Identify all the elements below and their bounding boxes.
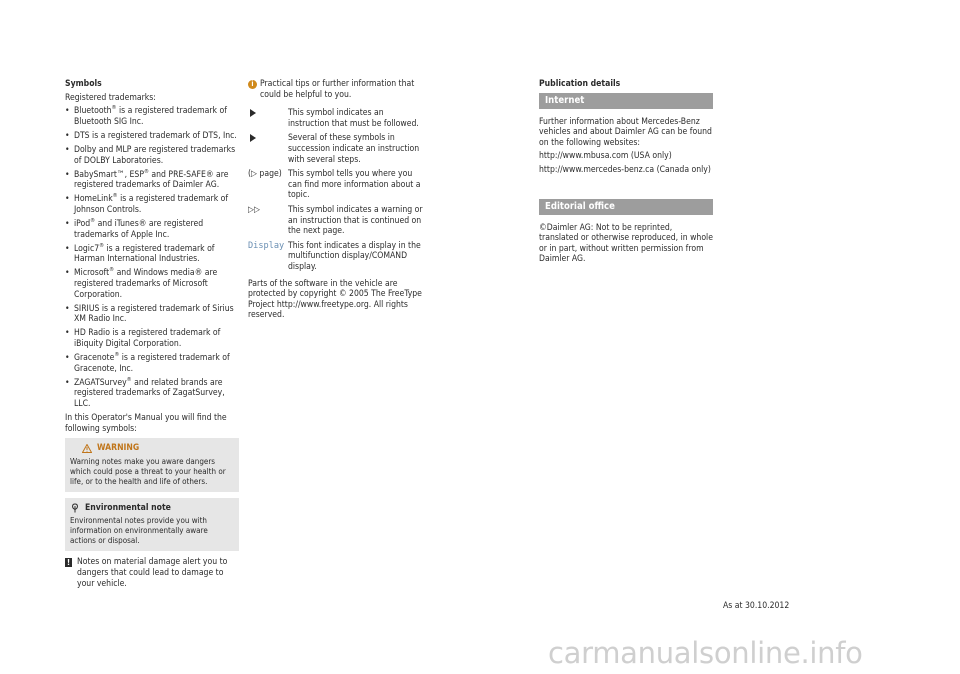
date-stamp: As at 30.10.2012	[723, 601, 790, 611]
warning-title: WARNING	[97, 443, 140, 454]
symbol-row	[248, 169, 424, 201]
trademark-item: • DTS is a registered trademark of DTS, Inc.	[65, 131, 239, 142]
tip-text: Practical tips or further information that could be helpful to you.	[260, 79, 415, 100]
trademark-item: • Microsoft® and Windows media® are registered trademarks of Microsoft Corporation.	[65, 268, 239, 300]
environmental-note-text: Environmental notes provide you with information on environmentally aware actions or disposal.	[70, 516, 208, 546]
trademark-item: • Dolby and MLP are registered trademarks of DOLBY Laboratories.	[65, 145, 239, 166]
warning-triangle-icon	[82, 444, 92, 453]
symbol-row	[248, 108, 424, 129]
internet-band: Internet	[539, 93, 713, 109]
damage-notice	[65, 557, 239, 589]
trademark-item: • BabySmart™, ESP® and PRE-SAFE® are registered trademarks of Daimler AG.	[65, 170, 239, 191]
leaf-icon	[70, 503, 80, 513]
exclamation-icon: !	[66, 558, 71, 568]
url-usa: http://www.mbusa.com (USA only)	[539, 151, 672, 162]
warning-box	[65, 438, 239, 492]
symbols-heading: Symbols	[65, 79, 102, 89]
internet-text: Further information about Mercedes-Benz vehicles and about Daimler AG can be found on the following websites:	[539, 116, 712, 148]
trademark-item: • ZAGATSurvey® and related brands are registered trademarks of ZagatSurvey, LLC.	[65, 378, 239, 410]
symbol-description: This font indicates a display in the multifunction display/COMAND display.	[288, 240, 421, 272]
symbols-intro: In this Operator's Manual you will find the following symbols:	[65, 413, 227, 434]
left-column	[65, 79, 239, 589]
trademark-list	[65, 106, 239, 409]
watermark: carmanualsonline.info	[548, 636, 863, 670]
display-font-symbol: Display	[248, 240, 285, 251]
middle-column	[248, 79, 424, 324]
environmental-note-title: Environmental note	[85, 502, 171, 513]
page-reference-symbol: (▷ page)	[248, 169, 282, 180]
editorial-text: ©Daimler AG: Not to be reprinted, translated or otherwise reproduced, in whole or in part, without written permission from Daimler AG.	[539, 222, 713, 265]
right-column	[539, 79, 713, 268]
trademark-item: • Gracenote® is a registered trademark of Gracenote, Inc.	[65, 353, 239, 374]
copyright-text: Parts of the software in the vehicle are protected by copyright © 2005 The FreeType Project http://www.freetype.org. All rights reserved.	[248, 278, 422, 321]
registered-intro: Registered trademarks:	[65, 92, 156, 103]
info-icon: i	[248, 80, 257, 89]
editorial-band: Editorial office	[539, 199, 713, 215]
tip-note	[248, 79, 424, 100]
trademark-item: • HD Radio is a registered trademark of iBiquity Digital Corporation.	[65, 328, 239, 349]
symbol-row	[248, 133, 424, 165]
symbol-row	[248, 241, 424, 273]
continued-symbol: ▷▷	[248, 204, 260, 215]
symbol-row	[248, 205, 424, 237]
instruction-arrow-icon	[250, 109, 256, 117]
publication-heading: Publication details	[539, 79, 621, 89]
instruction-arrow-icon	[250, 134, 256, 142]
damage-text: Notes on material damage alert you to dangers that could lead to damage to your vehicle.	[77, 557, 228, 589]
trademark-item: • HomeLink® is a registered trademark of Johnson Controls.	[65, 194, 239, 215]
symbol-description: This symbol indicates a warning or an instruction that is continued on the next page.	[288, 204, 423, 237]
symbol-description: Several of these symbols in succession indicate an instruction with several steps.	[288, 133, 420, 165]
symbol-description: This symbol indicates an instruction that must be followed.	[288, 108, 419, 129]
trademark-item: • iPod® and iTunes® are registered trademarks of Apple Inc.	[65, 219, 239, 240]
environmental-note-box	[65, 498, 239, 552]
trademark-item: • Bluetooth® is a registered trademark of Bluetooth SIG Inc.	[65, 106, 239, 127]
symbol-description: This symbol tells you where you can find more information about a topic.	[288, 169, 421, 201]
trademark-item: • Logic7® is a registered trademark of Harman International Industries.	[65, 244, 239, 265]
url-canada: http://www.mercedes-benz.ca (Canada only)	[539, 164, 711, 175]
trademark-item: • SIRIUS is a registered trademark of Sirius XM Radio Inc.	[65, 304, 239, 325]
warning-text: Warning notes make you aware dangers which could pose a threat to your health or life, or to the health and life of others.	[70, 456, 226, 486]
